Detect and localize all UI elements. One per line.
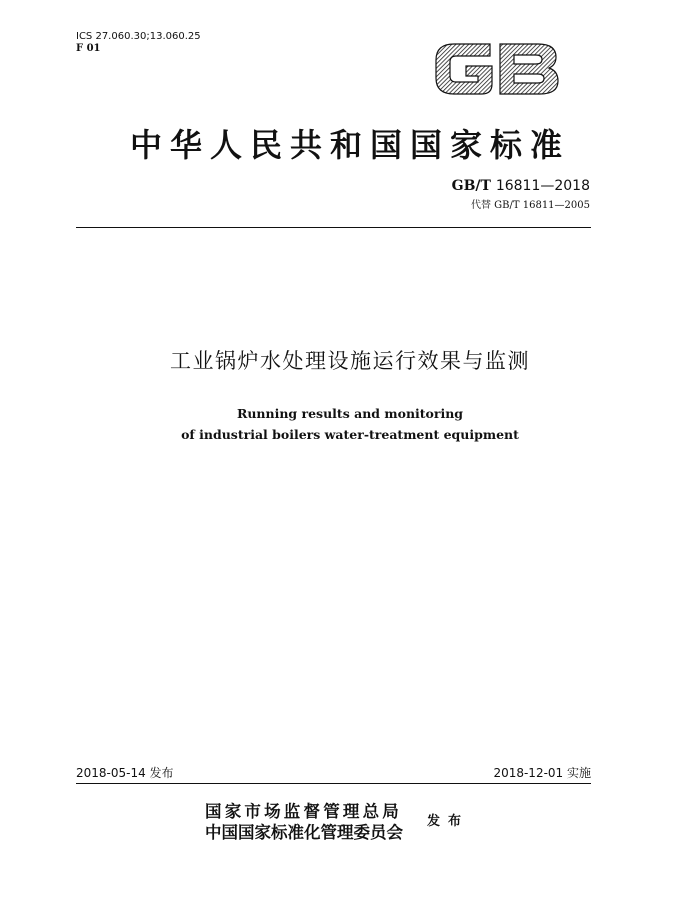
national-standard-heading: 中华人民共和国国家标准 [129, 126, 570, 164]
classification-codes [76, 31, 201, 55]
replaces-standard: 代替 GB/T 16811—2005 [471, 200, 590, 211]
standard-number-value: 16811—2018 [495, 178, 590, 194]
standard-number-prefix: GB/T [451, 178, 491, 194]
implementation-date: 2018-12-01 实施 [493, 766, 591, 780]
document-title-en-line2: of industrial boilers water-treatment equipment [181, 427, 519, 442]
dates-row [76, 764, 591, 780]
standard-number-block [452, 178, 590, 211]
document-title-en-line1: Running results and monitoring [236, 406, 464, 421]
issue-date: 2018-05-14 发布 [76, 766, 174, 780]
document-title-cn: 工业锅炉水处理设施运行效果与监测 [170, 349, 530, 373]
category-code: F 01 [76, 43, 101, 54]
top-divider [76, 227, 591, 228]
issuing-authorities [205, 801, 403, 843]
gb-logo [432, 38, 562, 100]
standard-number [452, 178, 590, 194]
ics-code: ICS 27.060.30;13.060.25 [76, 31, 201, 42]
publish-label: 发布 [427, 814, 470, 829]
document-title-en [0, 403, 700, 445]
bottom-divider [76, 783, 591, 784]
issuer-samr: 国家市场监督管理总局 [205, 802, 402, 821]
issuer-sac: 中国国家标准化管理委员会 [205, 823, 403, 842]
